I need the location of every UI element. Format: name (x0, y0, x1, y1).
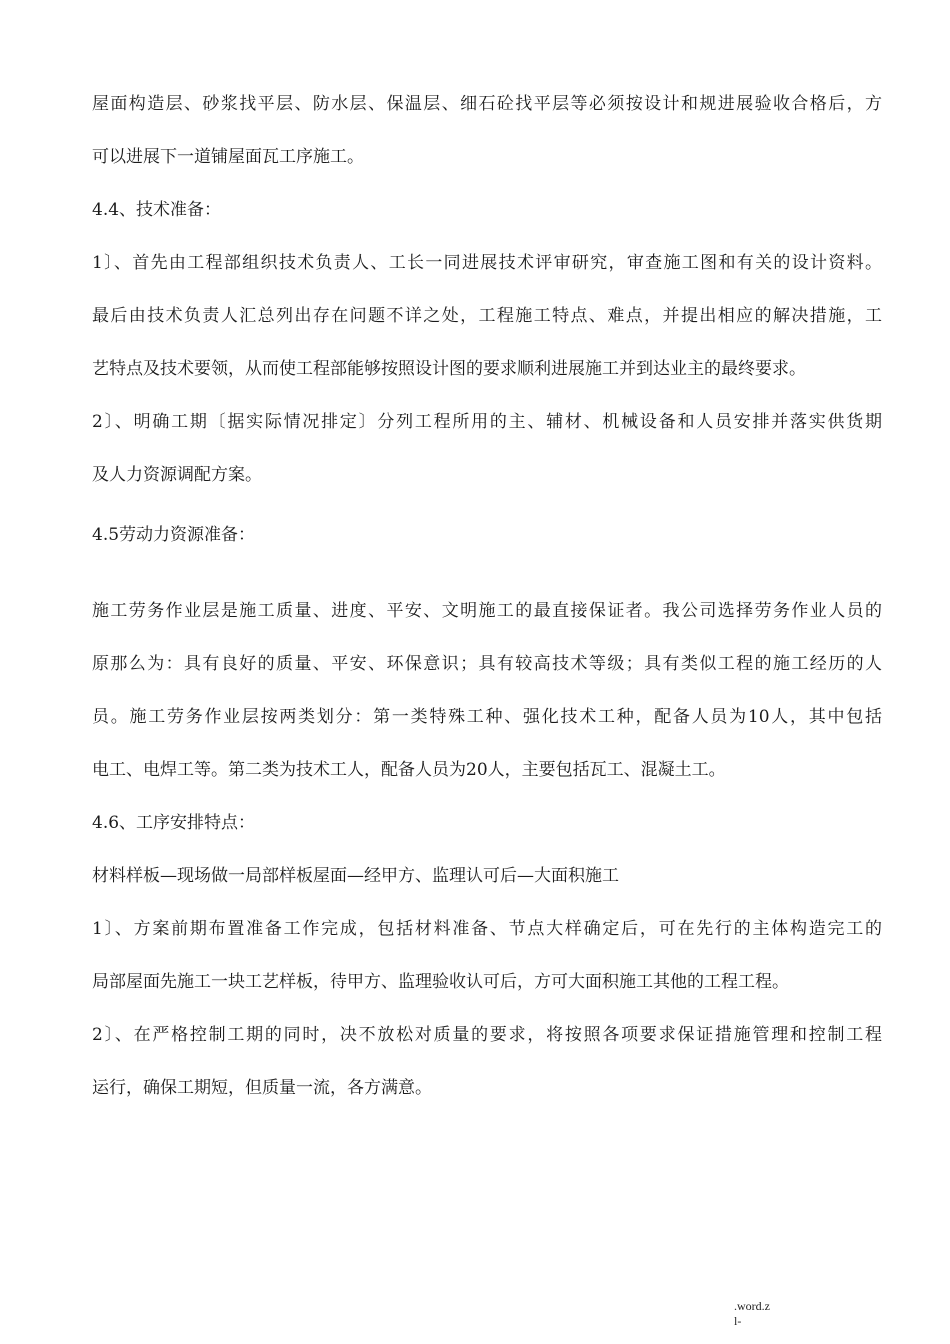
section-heading-4-6: 4.6、工序安排特点： (92, 813, 256, 833)
paragraph-line: 最后由技术负责人汇总列出存在问题不详之处，工程施工特点、难点，并提出相应的解决措施，工 (92, 306, 882, 326)
section-heading-4-4: 4.4、技术准备： (92, 200, 222, 220)
paragraph-line: 可以进展下一道铺屋面瓦工序施工。 (92, 147, 364, 167)
paragraph-line: 原那么为：具有良好的质量、平安、环保意识；具有较高技术等级；具有类似工程的施工经历的人 (92, 654, 882, 674)
paragraph-line: 艺特点及技术要领，从而使工程部能够按照设计图的要求顺利进展施工并到达业主的最终要求。 (92, 359, 806, 379)
section-heading-4-5: 4.5劳动力资源准备： (92, 525, 256, 545)
paragraph-line: 员。施工劳务作业层按两类划分：第一类特殊工种、强化技术工种，配备人员为10人，其中包括 (92, 707, 882, 727)
page-footer-line-2: l- (734, 1314, 742, 1328)
page-footer-line-1: .word.z (734, 1299, 770, 1313)
paragraph-line: 施工劳务作业层是施工质量、进度、平安、文明施工的最直接保证者。我公司选择劳务作业人员的 (92, 601, 882, 621)
paragraph-line: 屋面构造层、砂浆找平层、防水层、保温层、细石砼找平层等必须按设计和规进展验收合格后，方 (92, 94, 882, 114)
paragraph-line: 2〕、明确工期〔据实际情况排定〕分列工程所用的主、辅材、机械设备和人员安排并落实供货期 (92, 412, 882, 432)
paragraph-line: 运行，确保工期短，但质量一流，各方满意。 (92, 1078, 432, 1098)
paragraph-line: 局部屋面先施工一块工艺样板，待甲方、监理验收认可后，方可大面积施工其他的工程工程。 (92, 972, 789, 992)
paragraph-line: 1〕、方案前期布置准备工作完成，包括材料准备、节点大样确定后，可在先行的主体构造完工的 (92, 919, 882, 939)
paragraph-line: 2〕、在严格控制工期的同时，决不放松对质量的要求，将按照各项要求保证措施管理和控制工程 (92, 1025, 882, 1045)
paragraph-line: 材料样板—现场做一局部样板屋面—经甲方、监理认可后—大面积施工 (92, 866, 619, 886)
paragraph-line: 电工、电焊工等。第二类为技术工人，配备人员为20人，主要包括瓦工、混凝土工。 (92, 760, 726, 780)
paragraph-line: 及人力资源调配方案。 (92, 465, 262, 485)
paragraph-line: 1〕、首先由工程部组织技术负责人、工长一同进展技术评审研究，审查施工图和有关的设计资料。 (92, 253, 882, 273)
